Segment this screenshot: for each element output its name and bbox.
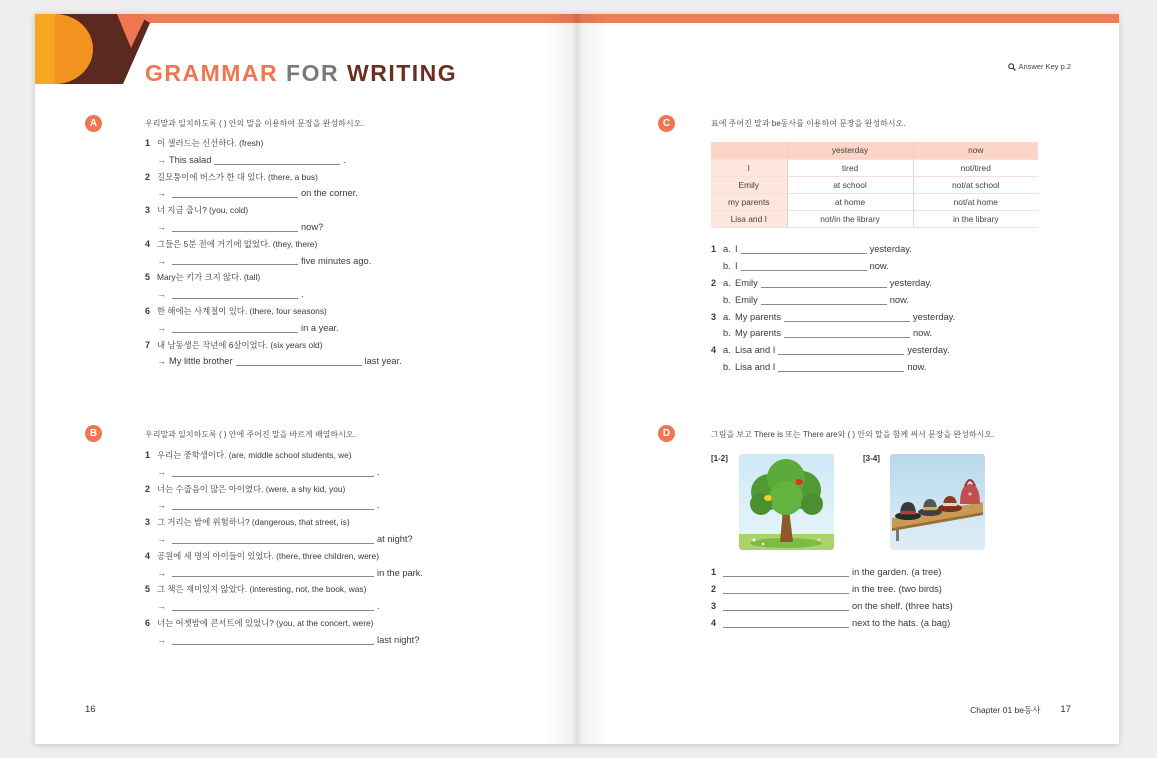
- arrow-icon: →: [157, 567, 166, 578]
- question-number: 2: [711, 277, 717, 288]
- picture-label-2: [3-4]: [863, 454, 880, 463]
- table-row: [711, 176, 1038, 193]
- answer-blank[interactable]: [172, 535, 374, 544]
- right-page: [577, 14, 1119, 744]
- table-header-cell: yesterday: [787, 142, 913, 159]
- answer-line: [723, 275, 932, 292]
- arrow-icon: →: [157, 634, 166, 645]
- section-a-questions: [145, 135, 402, 370]
- question-prompt: 공원에 세 명의 아이들이 있었다. (there, three children, were): [157, 550, 380, 561]
- table-header-cell: now: [913, 142, 1038, 159]
- question-item: [145, 514, 423, 548]
- answer-line: [145, 219, 402, 236]
- section-a-instruction: 우리말과 일치하도록 ( ) 안의 말을 이용하여 문장을 완성하시오.: [145, 119, 364, 128]
- answer-suffix: on the shelf. (three hats): [852, 600, 953, 611]
- banner-logo-graphic: [35, 14, 150, 84]
- answer-blank[interactable]: [723, 602, 849, 611]
- question-item: [145, 269, 402, 303]
- answer-blank[interactable]: [172, 290, 298, 299]
- table-cell: Emily: [711, 176, 787, 193]
- table-cell: not/in the library: [787, 210, 913, 227]
- table-header-cell: [711, 142, 787, 159]
- question-item: [145, 169, 402, 203]
- answer-suffix: in the garden. (a tree): [852, 566, 942, 577]
- question-prompt: 그 책은 재미있지 않았다. (interesting, not, the book, was): [157, 584, 367, 595]
- answer-line: [723, 342, 950, 359]
- answer-blank[interactable]: [784, 329, 910, 338]
- question-number: 1: [145, 450, 151, 460]
- answer-suffix: yesterday.: [907, 345, 950, 356]
- answer-blank[interactable]: [172, 602, 374, 611]
- answer-blank[interactable]: [741, 245, 867, 254]
- book-spread: [35, 14, 1119, 744]
- answer-suffix: last year.: [364, 356, 402, 367]
- hats-on-shelf-illustration: [890, 454, 985, 550]
- answer-suffix: in the park.: [377, 567, 423, 578]
- question-prompt-row: [145, 236, 402, 253]
- answer-suffix: now.: [889, 294, 909, 305]
- section-b-badge: B: [85, 425, 102, 442]
- question-number: 4: [711, 617, 717, 628]
- question-prompt: 내 남동생은 작년에 6살이었다. (six years old): [157, 339, 323, 350]
- section-b-questions: [145, 447, 423, 649]
- table-cell: not/at home: [913, 193, 1038, 210]
- answer-suffix: on the corner.: [301, 188, 358, 199]
- question-prompt-row: [145, 481, 423, 498]
- table-cell: my parents: [711, 193, 787, 210]
- question-number: 6: [145, 617, 151, 628]
- question-item: [145, 615, 423, 649]
- answer-prefix: My parents: [735, 328, 781, 339]
- question-prompt-row: [145, 447, 423, 464]
- answer-prefix: I: [735, 260, 738, 271]
- answer-line: [145, 464, 423, 481]
- question-number: 7: [145, 339, 151, 350]
- arrow-icon: →: [157, 289, 166, 300]
- tree-with-birds-illustration: [739, 454, 834, 550]
- answer-line: [145, 185, 402, 202]
- question-item: [145, 447, 423, 481]
- answer-line: [723, 598, 953, 615]
- question-number: 3: [711, 311, 717, 322]
- answer-blank[interactable]: [723, 619, 849, 628]
- top-accent-bar: [135, 14, 577, 23]
- answer-blank[interactable]: [778, 346, 904, 355]
- sub-letter: b.: [723, 260, 731, 271]
- answer-line: [723, 564, 941, 581]
- page-footer-right: [970, 704, 1071, 716]
- arrow-icon: →: [157, 221, 166, 232]
- answer-blank[interactable]: [172, 636, 374, 645]
- answer-blank[interactable]: [172, 223, 298, 232]
- question-prompt: 너 지금 춥니? (you, cold): [157, 205, 249, 216]
- question-item: [145, 303, 402, 337]
- question-prompt: 너는 수줍음이 많은 아이였다. (were, a shy kid, you): [157, 483, 346, 494]
- question-prompt: 우리는 중학생이다. (are, middle school students, we): [157, 450, 352, 460]
- arrow-icon: →: [157, 322, 166, 333]
- answer-blank[interactable]: [172, 324, 298, 333]
- answer-blank[interactable]: [236, 357, 362, 366]
- question-number: 4: [145, 238, 151, 249]
- arrow-icon: →: [157, 601, 166, 612]
- answer-blank[interactable]: [723, 568, 849, 577]
- question-number: 2: [145, 171, 151, 182]
- answer-suffix: at night?: [377, 533, 413, 544]
- answer-suffix: now?: [301, 221, 324, 232]
- question-prompt: 한 해에는 사계절이 있다. (there, four seasons): [157, 305, 327, 316]
- sub-letter: b.: [723, 328, 731, 339]
- page-title: GRAMMAR FOR WRITING: [145, 60, 458, 86]
- question-number: 5: [145, 272, 151, 283]
- magnifier-icon: [1008, 63, 1016, 71]
- answer-key-ref: Answer Key p.2: [1008, 62, 1071, 71]
- answer-line: [723, 615, 950, 632]
- answer-line: [145, 152, 402, 169]
- answer-line: [145, 353, 402, 370]
- question-prompt-row: [145, 202, 402, 219]
- section-d-instruction: 그림을 보고 There is 또는 There are와 ( ) 안의 말을 함께 써서 문장을 완성하시오.: [711, 430, 995, 439]
- page-number-left: 16: [85, 704, 96, 715]
- section-a-badge: A: [85, 115, 102, 132]
- answer-blank[interactable]: [784, 313, 910, 322]
- answer-suffix: .: [377, 601, 380, 612]
- answer-blank[interactable]: [741, 262, 867, 271]
- answer-line: [723, 309, 955, 326]
- question-prompt: 너는 어젯밤에 콘서트에 있었니? (you, at the concert, were): [157, 617, 374, 628]
- answer-blank[interactable]: [172, 468, 374, 477]
- question-number: 6: [145, 305, 151, 316]
- answer-prefix: This salad: [169, 154, 212, 165]
- question-prompt-row: [145, 169, 402, 186]
- answer-line: [145, 253, 402, 270]
- table-cell: in the library: [913, 210, 1038, 227]
- chapter-label: Chapter 01 be동사: [970, 705, 1041, 715]
- sub-letter: b.: [723, 362, 731, 373]
- answer-suffix: in a year.: [301, 322, 339, 333]
- question-number: 5: [145, 584, 151, 595]
- sub-letter: a.: [723, 311, 731, 322]
- table-row: [711, 159, 1038, 176]
- picture-label-1: [1-2]: [711, 454, 728, 463]
- sub-letter: b.: [723, 294, 731, 305]
- answer-blank[interactable]: [172, 568, 374, 577]
- answer-blank[interactable]: [214, 156, 340, 165]
- question-number: 2: [145, 483, 151, 494]
- answer-suffix: yesterday.: [869, 243, 912, 254]
- question-number: 3: [145, 205, 151, 216]
- answer-suffix: now.: [907, 362, 927, 373]
- answer-suffix: last night?: [377, 634, 420, 645]
- answer-suffix: in the tree. (two birds): [852, 583, 942, 594]
- table-cell: I: [711, 159, 787, 176]
- answer-line: [723, 325, 932, 342]
- question-number: 3: [145, 517, 151, 528]
- question-number: 2: [711, 583, 717, 594]
- left-page: [35, 14, 577, 744]
- answer-line: [723, 241, 912, 258]
- answer-prefix: Emily: [735, 277, 758, 288]
- question-prompt-row: [145, 615, 423, 632]
- answer-blank[interactable]: [761, 279, 887, 288]
- question-item: [145, 236, 402, 270]
- section-c-badge: C: [658, 115, 675, 132]
- question-item: [145, 135, 402, 169]
- answer-line: [145, 565, 423, 582]
- answer-prefix: My little brother: [169, 356, 233, 367]
- answer-suffix: .: [343, 154, 346, 165]
- answer-line: [723, 258, 889, 275]
- top-accent-bar: [577, 14, 1119, 23]
- section-c-table: [711, 142, 1038, 228]
- arrow-icon: →: [157, 466, 166, 477]
- question-item: [145, 581, 423, 615]
- answer-blank[interactable]: [172, 189, 298, 198]
- answer-line: [145, 632, 423, 649]
- answer-prefix: Emily: [735, 294, 758, 305]
- question-number: 1: [711, 566, 717, 577]
- answer-blank[interactable]: [172, 256, 298, 265]
- question-prompt-row: [145, 581, 423, 598]
- question-number: 1: [145, 138, 151, 148]
- question-prompt: 그들은 5분 전에 거기에 없었다. (they, there): [157, 238, 318, 249]
- answer-line: [723, 359, 926, 376]
- answer-blank[interactable]: [761, 296, 887, 305]
- arrow-icon: →: [157, 255, 166, 266]
- answer-suffix: yesterday.: [913, 311, 956, 322]
- table-cell: tired: [787, 159, 913, 176]
- question-number: 4: [711, 345, 717, 356]
- answer-suffix: five minutes ago.: [301, 255, 372, 266]
- question-prompt-row: [145, 514, 423, 531]
- question-number: 3: [711, 600, 717, 611]
- answer-suffix: .: [301, 289, 304, 300]
- question-prompt: 이 샐러드는 신선하다. (fresh): [157, 138, 264, 148]
- answer-suffix: next to the hats. (a bag): [852, 617, 951, 628]
- answer-prefix: My parents: [735, 311, 781, 322]
- table-cell: not/tired: [913, 159, 1038, 176]
- table-cell: not/at school: [913, 176, 1038, 193]
- sub-letter: a.: [723, 345, 731, 356]
- answer-line: [145, 497, 423, 514]
- answer-suffix: yesterday.: [889, 277, 932, 288]
- answer-line: [723, 581, 942, 598]
- answer-line: [145, 531, 423, 548]
- answer-blank[interactable]: [778, 363, 904, 372]
- answer-blank[interactable]: [172, 501, 374, 510]
- question-item: [145, 548, 423, 582]
- page-number-right: 17: [1060, 704, 1071, 715]
- answer-line: [145, 598, 423, 615]
- question-item: [145, 202, 402, 236]
- answer-prefix: Lisa and I: [735, 345, 776, 356]
- section-b-instruction: 우리말과 일치하도록 ( ) 안에 주어진 말을 바르게 배열하시오.: [145, 430, 356, 439]
- sub-letter: a.: [723, 277, 731, 288]
- table-cell: at school: [787, 176, 913, 193]
- table-cell: at home: [787, 193, 913, 210]
- arrow-icon: →: [157, 188, 166, 199]
- answer-prefix: Lisa and I: [735, 362, 776, 373]
- section-d-badge: D: [658, 425, 675, 442]
- question-number: 1: [711, 243, 717, 254]
- question-prompt: Mary는 키가 크지 않다. (tall): [157, 272, 261, 283]
- question-prompt-row: [145, 269, 402, 286]
- table-cell: Lisa and I: [711, 210, 787, 227]
- question-number: 4: [145, 550, 151, 561]
- arrow-icon: →: [157, 533, 166, 544]
- answer-line: [723, 292, 909, 309]
- section-c-instruction: 표에 주어진 말과 be동사를 이용하여 문장을 완성하시오.: [711, 119, 906, 128]
- question-prompt: 그 거리는 밤에 위험하니? (dangerous, that street, is): [157, 517, 350, 528]
- question-prompt-row: [145, 337, 402, 354]
- sub-letter: a.: [723, 243, 731, 254]
- answer-suffix: now.: [913, 328, 933, 339]
- question-prompt-row: [145, 548, 423, 565]
- question-prompt: 길모퉁이에 버스가 한 대 있다. (there, a bus): [157, 171, 318, 182]
- answer-suffix: .: [377, 466, 380, 477]
- table-row: [711, 193, 1038, 210]
- question-item: [145, 481, 423, 515]
- answer-prefix: I: [735, 243, 738, 254]
- answer-line: [145, 286, 402, 303]
- arrow-icon: →: [157, 356, 166, 367]
- answer-blank[interactable]: [723, 585, 849, 594]
- arrow-icon: →: [157, 500, 166, 511]
- table-row: [711, 210, 1038, 227]
- question-prompt-row: [145, 135, 402, 152]
- answer-line: [145, 320, 402, 337]
- question-prompt-row: [145, 303, 402, 320]
- question-item: [145, 337, 402, 371]
- arrow-icon: →: [157, 154, 166, 165]
- answer-suffix: now.: [869, 260, 889, 271]
- answer-suffix: .: [377, 500, 380, 511]
